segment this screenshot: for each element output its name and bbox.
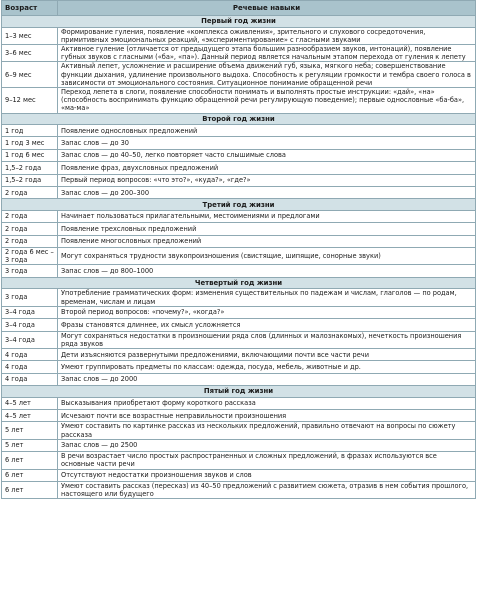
skill-cell: Формирование гуления, появление «комплекса оживления», зрительного и слухового сосредоточения, примитивных эмоциональных реакций, «экспериментирование» с гласными звуками: [58, 27, 476, 44]
table-row: [2, 223, 476, 235]
section-header-row: [2, 277, 476, 289]
table-row: [2, 319, 476, 331]
age-cell: 6 лет: [2, 452, 58, 469]
section-header-row: [2, 113, 476, 125]
age-cell: 6 лет: [2, 481, 58, 498]
table-row: [2, 361, 476, 373]
table-row: [2, 373, 476, 385]
section-header-row: [2, 386, 476, 398]
age-cell: 1 год: [2, 125, 58, 137]
skill-cell: Начинает пользоваться прилагательными, местоимениями и предлогами: [58, 210, 476, 222]
table-row: [2, 348, 476, 360]
table-row: [2, 62, 476, 88]
age-cell: 1,5–2 года: [2, 174, 58, 186]
skill-cell: Исчезают почти все возрастные неправильности произношения: [58, 410, 476, 422]
skill-cell: Умеют группировать предметы по классам: одежда, посуда, мебель, животные и др.: [58, 361, 476, 373]
skill-cell: Переход лепета в слоги, появление способности понимать и выполнять простые инструкции: «дай», «на» (способность воспринимать функцию обращенной речи регулирующую поведение); первые однословные «ба-ба», «ма-ма»: [58, 87, 476, 113]
age-cell: 4 года: [2, 348, 58, 360]
age-cell: 1,5–2 года: [2, 162, 58, 174]
section-title: Второй год жизни: [2, 113, 476, 125]
table-row: [2, 422, 476, 439]
section-title: Пятый год жизни: [2, 386, 476, 398]
skill-cell: Употребление грамматических форм: изменения существительных по падежам и числам, глаголов — по родам, временам, числам и лицам: [58, 289, 476, 306]
age-cell: 4 года: [2, 373, 58, 385]
table-row: [2, 439, 476, 451]
age-cell: 9–12 мес: [2, 87, 58, 113]
header-skills: Речевые навыки: [58, 1, 476, 16]
skill-cell: Второй период вопросов: «почему?», «когда?»: [58, 306, 476, 318]
age-cell: 1 год 6 мес: [2, 149, 58, 161]
table-row: [2, 27, 476, 44]
skill-cell: Отсутствуют недостатки произношения звуков и слов: [58, 469, 476, 481]
skill-cell: Появление многословных предложений: [58, 235, 476, 247]
table-row: [2, 306, 476, 318]
age-cell: 1–3 мес: [2, 27, 58, 44]
table-row: [2, 481, 476, 498]
age-cell: 3 года: [2, 289, 58, 306]
skill-cell: Первый период вопросов: «что это?», «куда?», «где?»: [58, 174, 476, 186]
skill-cell: Высказывания приобретают форму короткого рассказа: [58, 397, 476, 409]
table-row: [2, 87, 476, 113]
table-row: [2, 289, 476, 306]
table-row: [2, 452, 476, 469]
age-cell: 4 года: [2, 361, 58, 373]
age-cell: 3–4 года: [2, 319, 58, 331]
table-body: [2, 16, 476, 499]
skill-cell: Появление однословных предложений: [58, 125, 476, 137]
table-row: [2, 469, 476, 481]
table-row: [2, 137, 476, 149]
skill-cell: Умеют составить рассказ (пересказ) из 40–50 предложений с развитием сюжета, отразив в нем события прошлого, настоящего или будущего: [58, 481, 476, 498]
section-title: Третий год жизни: [2, 199, 476, 211]
skill-cell: Появление трехсловных предложений: [58, 223, 476, 235]
skill-cell: Активное гуление (отличается от предыдущего этапа большим разнообразием звуков, интонаций), появление губных звуков с гласными («ба», «па»). Данный период является начальным этапом перехода от гуления к лепету: [58, 44, 476, 61]
age-cell: 2 года: [2, 235, 58, 247]
skill-cell: Запас слов — до 30: [58, 137, 476, 149]
skill-cell: Могут сохраняться трудности звукопроизношения (свистящие, шипящие, сонорные звуки): [58, 248, 476, 265]
table-header-row: [2, 1, 476, 16]
age-cell: 2 года: [2, 186, 58, 198]
skill-cell: Запас слов — до 200–300: [58, 186, 476, 198]
table-row: [2, 174, 476, 186]
table-row: [2, 186, 476, 198]
age-cell: 5 лет: [2, 422, 58, 439]
skill-cell: Фразы становятся длиннее, их смысл усложняется: [58, 319, 476, 331]
section-header-row: [2, 199, 476, 211]
table-row: [2, 44, 476, 61]
skill-cell: Могут сохраняться недостатки в произношении ряда слов (длинных и малознакомых), нечеткость произношения ряда звуков: [58, 331, 476, 348]
age-cell: 3–4 года: [2, 331, 58, 348]
section-title: Четвертый год жизни: [2, 277, 476, 289]
table-row: [2, 397, 476, 409]
age-cell: 3–4 года: [2, 306, 58, 318]
age-cell: 2 года 6 мес – 3 года: [2, 248, 58, 265]
skill-cell: Запас слов — до 2000: [58, 373, 476, 385]
speech-skills-document: [1, 0, 476, 499]
table-row: [2, 149, 476, 161]
section-header-row: [2, 16, 476, 28]
age-cell: 2 года: [2, 210, 58, 222]
header-age: Возраст: [2, 1, 58, 16]
age-cell: 6–9 мес: [2, 62, 58, 88]
age-cell: 6 лет: [2, 469, 58, 481]
skill-cell: Запас слов — до 40–50, легко повторяет часто слышимые слова: [58, 149, 476, 161]
table-row: [2, 248, 476, 265]
skill-cell: В речи возрастает число простых распространенных и сложных предложений, в фразах используются все основные части речи: [58, 452, 476, 469]
skill-cell: Появление фраз, двухсловных предложений: [58, 162, 476, 174]
skill-cell: Активный лепет, усложнение и расширение объема движений губ, языка, мягкого неба; совершенствование функции дыхания, удлинение произвольного выдоха. Способность к регуляции громкости и тембра своего голоса в зависимости от эмоционального состояния. Ситуационное понимание обращенной речи: [58, 62, 476, 88]
table-row: [2, 331, 476, 348]
table-row: [2, 235, 476, 247]
table-row: [2, 125, 476, 137]
skill-cell: Дети изъясняются развернутыми предложениями, включающими почти все части речи: [58, 348, 476, 360]
section-title: Первый год жизни: [2, 16, 476, 28]
table-row: [2, 162, 476, 174]
speech-skills-table: [1, 0, 476, 499]
age-cell: 3 года: [2, 265, 58, 277]
table-row: [2, 210, 476, 222]
age-cell: 1 год 3 мес: [2, 137, 58, 149]
age-cell: 5 лет: [2, 439, 58, 451]
age-cell: 3–6 мес: [2, 44, 58, 61]
skill-cell: Умеют составить по картинке рассказ из нескольких предложений, правильно отвечают на вопросы по сюжету рассказа: [58, 422, 476, 439]
skill-cell: Запас слов — до 2500: [58, 439, 476, 451]
table-row: [2, 265, 476, 277]
table-row: [2, 410, 476, 422]
age-cell: 4–5 лет: [2, 397, 58, 409]
age-cell: 4–5 лет: [2, 410, 58, 422]
age-cell: 2 года: [2, 223, 58, 235]
skill-cell: Запас слов — до 800–1000: [58, 265, 476, 277]
